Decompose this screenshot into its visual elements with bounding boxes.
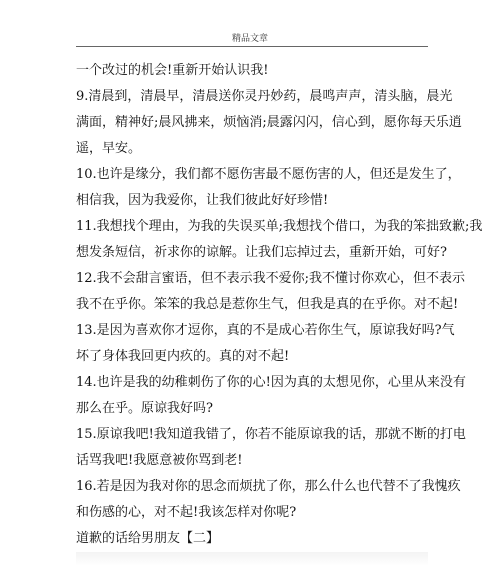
- paragraph: [76, 214, 483, 266]
- text-line: 12.我不会甜言蜜语，但不表示我不爱你;我不懂讨你欢心，但不表示: [76, 271, 466, 286]
- text-line: 遥，早安。: [76, 141, 142, 156]
- text-line: 道歉的话给男朋友【二】: [76, 531, 220, 546]
- text-line: 想发条短信，祈求你的谅解。让我们忘掉过去，重新开始，可好?: [76, 245, 447, 260]
- text-line: 我不在乎你。笨笨的我总是惹你生气，但我是真的在乎你。对不起!: [76, 297, 459, 312]
- text-line: 11.我想找个理由，为我的失误买单;我想找个借口，为我的笨拙致歉;我: [76, 219, 483, 234]
- text-line: 话骂我吧!我愿意被你骂到老!: [76, 453, 243, 468]
- text-line: 满面，精神好;晨风拂来，烦恼消;晨露闪闪，信心到，愿你每天乐逍: [76, 115, 462, 130]
- paragraph: [76, 84, 462, 162]
- text-line: 14.也许是我的幼稚刺伤了你的心!因为真的太想见你，心里从来没有: [76, 375, 466, 390]
- text-line: 相信我，因为我爱你，让我们彼此好好珍惜!: [76, 193, 329, 208]
- text-line: 坏了身体我回更内疚的。真的对不起!: [76, 349, 290, 364]
- text-line: 和伤感的心，对不起!我该怎样对你呢?: [76, 505, 297, 520]
- paragraph: [76, 370, 466, 422]
- text-line: 15.原谅我吧!我知道我错了，你若不能原谅我的话，那就不断的打电: [76, 427, 466, 442]
- paragraph: [76, 58, 428, 84]
- text-line: 16.若是因为我对你的思念而烦扰了你，那么什么也代替不了我愧疚: [76, 479, 461, 494]
- page-header: 精品文章: [231, 34, 268, 44]
- paragraph: [76, 474, 461, 526]
- text-line: 那么在乎。原谅我好吗?: [76, 401, 213, 416]
- text-line: 一个改过的机会!重新开始认识我!: [76, 63, 269, 78]
- header-divider: [76, 46, 428, 47]
- paragraph: [76, 422, 466, 474]
- text-line: 9.清晨到，清晨早，清晨送你灵丹妙药，晨鸣声声，清头脑，晨光: [76, 89, 453, 104]
- cut-off-text-line: [76, 552, 428, 566]
- paragraph: [76, 526, 428, 552]
- text-line: 13.是因为喜欢你才逗你，真的不是成心若你生气，原谅我好吗?气: [76, 323, 455, 338]
- article-body: [76, 58, 483, 552]
- text-line: 10.也许是缘分，我们都不愿伤害最不愿伤害的人，但还是发生了，: [76, 167, 461, 182]
- paragraph: [76, 318, 455, 370]
- paragraph: [76, 162, 461, 214]
- paragraph: [76, 266, 466, 318]
